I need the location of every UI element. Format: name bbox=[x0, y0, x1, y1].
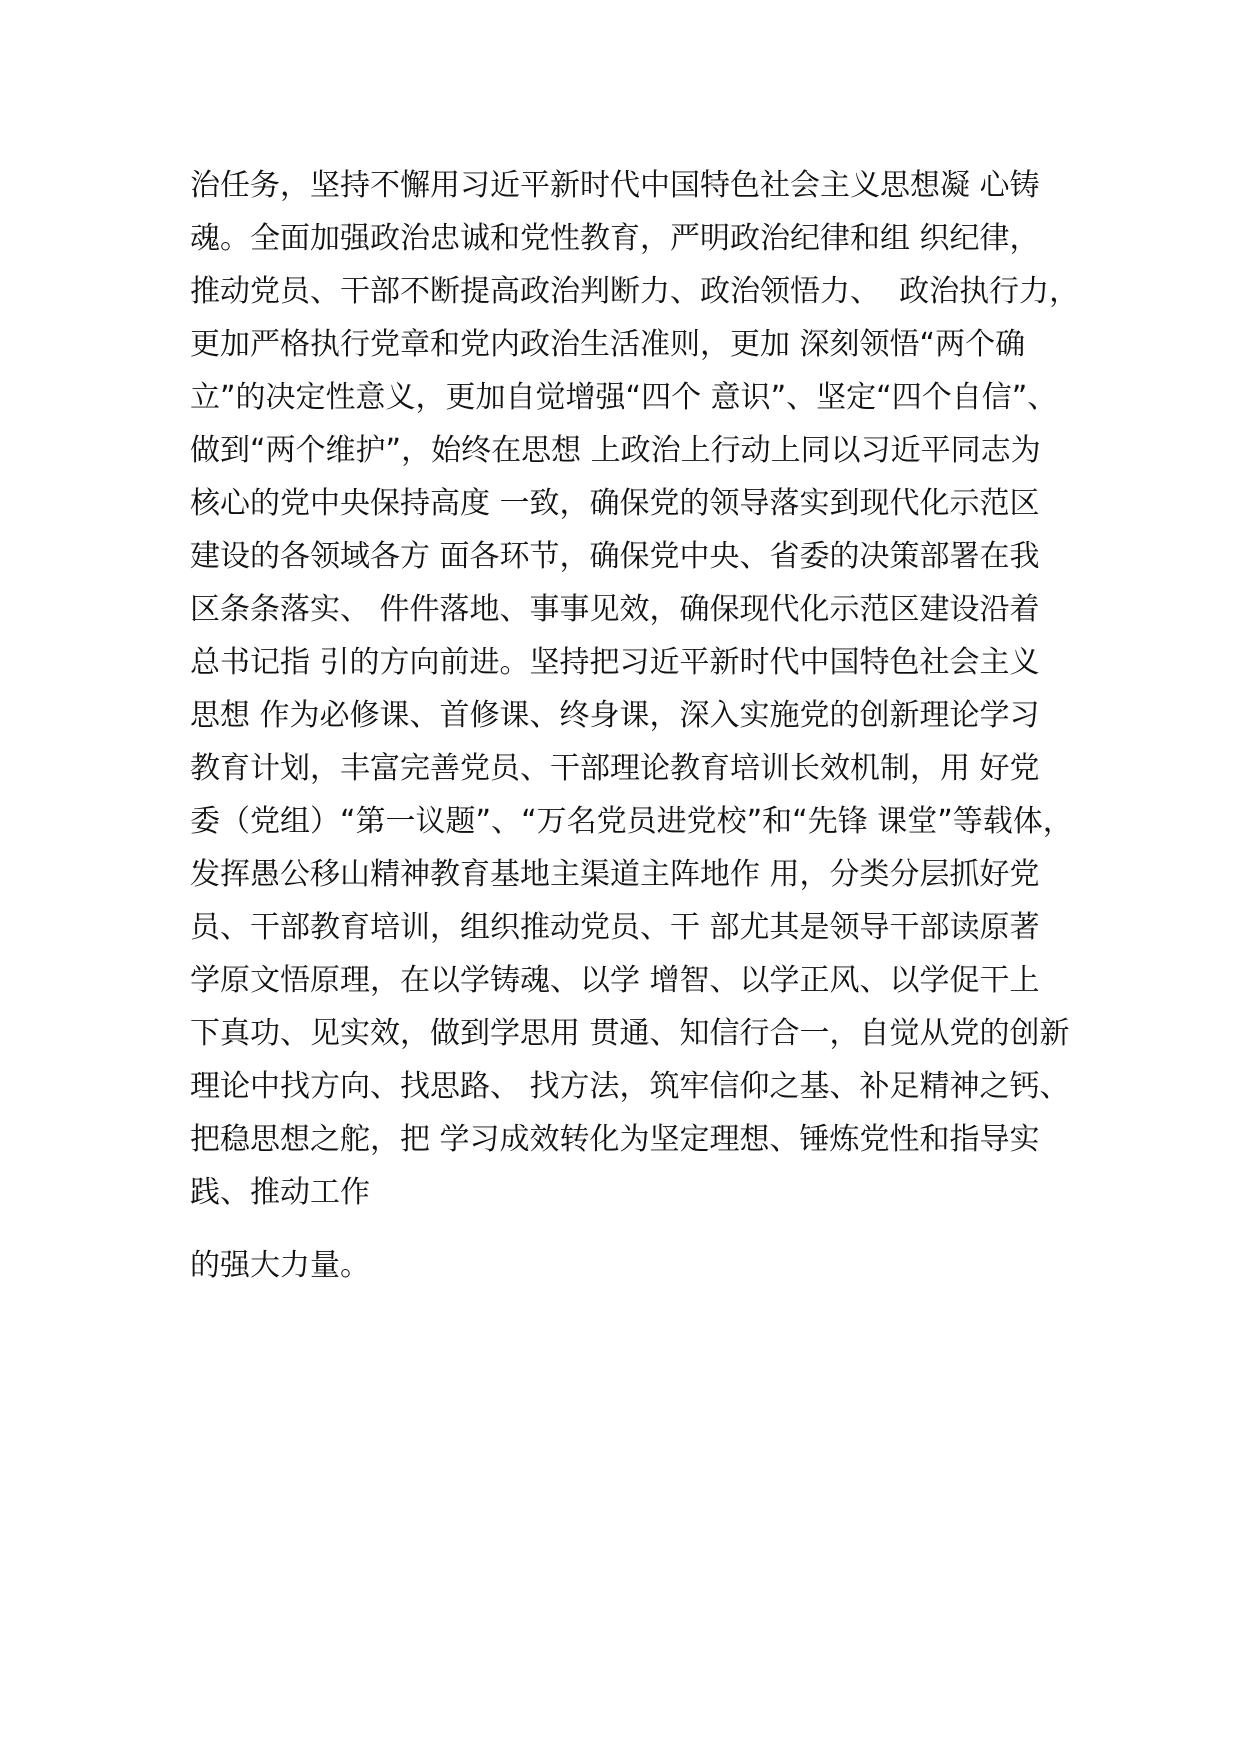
text-line: 区条条落实、 件件落地、事事见效，确保现代化示范区建设沿着 bbox=[190, 592, 1040, 627]
text-line: 思想 作为必修课、首修课、终身课，深入实施党的创新理论学习 bbox=[190, 698, 1040, 733]
text-line: 践、推动工作 bbox=[190, 1175, 370, 1210]
text-line: 建设的各领域各方 面各环节，确保党中央、省委的决策部署在我 bbox=[190, 539, 1040, 574]
text-line: 总书记指 引的方向前进。坚持把习近平新时代中国特色社会主义 bbox=[190, 645, 1040, 680]
text-line: 员、干部教育培训，组织推动党员、干 部尤其是领导干部读原著 bbox=[190, 910, 1040, 945]
text-line: 立”的决定性意义，更加自觉增强“四个 意识”、坚定“四个自信”、 bbox=[190, 380, 1058, 415]
text-line: 发挥愚公移山精神教育基地主渠道主阵地作 用，分类分层抓好党 bbox=[190, 857, 1040, 892]
text-line: 委（党组）“第一议题”、“万名党员进党校”和“先锋 课堂”等载体， bbox=[190, 804, 1073, 839]
closing-text-line: 的强大力量。 bbox=[190, 1248, 370, 1283]
text-line: 教育计划，丰富完善党员、干部理论教育培训长效机制，用 好党 bbox=[190, 751, 1040, 786]
text-line: 做到“两个维护”，始终在思想 上政治上行动上同以习近平同志为 bbox=[190, 433, 1041, 468]
text-line: 把稳思想之舵，把 学习成效转化为坚定理想、锤炼党性和指导实 bbox=[190, 1122, 1040, 1157]
text-line: 核心的党中央保持高度 一致，确保党的领导落实到现代化示范区 bbox=[190, 486, 1040, 521]
text-line: 魂。全面加强政治忠诚和党性教育，严明政治纪律和组 织纪律， bbox=[190, 221, 1040, 256]
text-line: 推动党员、干部不断提高政治判断力、政治领悟力、 政治执行力， bbox=[190, 274, 1080, 309]
text-line: 治任务，坚持不懈用习近平新时代中国特色社会主义思想凝 心铸 bbox=[190, 168, 1040, 203]
text-line: 更加严格执行党章和党内政治生活准则，更加 深刻领悟“两个确 bbox=[190, 327, 1026, 362]
body-text bbox=[190, 159, 1080, 1292]
text-line: 下真功、见实效，做到学思用 贯通、知信行合一，自觉从党的创新 bbox=[190, 1016, 1070, 1051]
text-line: 理论中找方向、找思路、 找方法，筑牢信仰之基、补足精神之钙、 bbox=[190, 1069, 1070, 1104]
text-line: 学原文悟原理，在以学铸魂、以学 增智、以学正风、以学促干上 bbox=[190, 963, 1040, 998]
